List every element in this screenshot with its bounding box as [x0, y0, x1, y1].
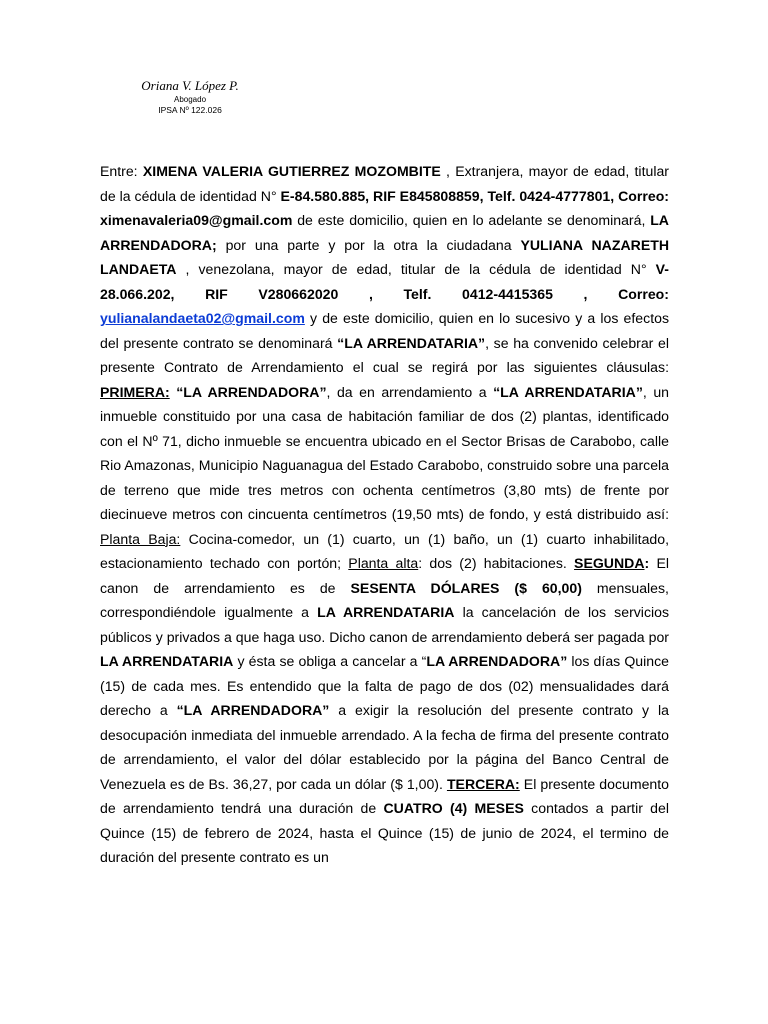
contract-bold-text: LA ARRENDADORA;	[100, 212, 669, 253]
contract-bold-text: “LA ARRENDATARIA”	[337, 334, 486, 351]
contract-bold-text: SESENTA DÓLARES ($ 60,00)	[350, 579, 582, 596]
contract-bold-text: :	[644, 555, 650, 571]
contract-text: y de este domicilio, quien en lo sucesivo y a los efectos del presente contrato se denominará	[100, 310, 669, 351]
contract-text: a exigir la resolución del presente contrato y la desocupación inmediata del inmueble arrendado. A la fecha de firma del presente contrato de arrendamiento, el valor del dólar establecido por la página del Banco Central de Venezuela es de Bs. 36,27, por cada un dólar ($ 1,00).	[100, 702, 669, 792]
contract-bold-text: PRIMERA:	[100, 383, 170, 400]
contract-body	[100, 159, 669, 870]
contract-text: , venezolana, mayor de edad, titular de la cédula de identidad N°	[176, 261, 656, 277]
contract-text: por una parte y por la otra la ciudadana	[216, 236, 521, 253]
contract-bold-text: E-84.580.885, RIF E845808859, Telf. 0424-4777801, Correo: ximenavaleria09@gmail.com	[100, 187, 670, 228]
contract-text: los días Quince (15) de cada mes. Es entendido que la falta de pago de dos (02) mensualidades dará derecho a	[100, 653, 670, 718]
contract-bold-text: “LA ARRENDATARIA”	[493, 383, 643, 400]
contract-bold-text: TERCERA:	[446, 775, 520, 792]
contract-bold-text: SEGUNDA	[574, 555, 645, 571]
contract-text: , se ha convenido celebrar el presente Contrato de Arrendamiento el cual se regirá por las siguientes cláusulas:	[100, 334, 670, 375]
letterhead	[0, 78, 380, 116]
contract-bold-text: YULIANA NAZARETH LANDAETA	[100, 236, 670, 277]
contract-bold-text: “LA ARRENDADORA”	[176, 383, 327, 400]
contract-text: Planta alta	[348, 555, 419, 571]
contract-text: Entre:	[100, 163, 143, 179]
contract-text: El canon de arrendamiento es de	[100, 555, 669, 596]
contract-text: , Extranjera, mayor de edad, titular de la cédula de identidad N°	[100, 163, 669, 204]
contract-text: Planta Baja:	[100, 530, 181, 547]
contract-bold-text: XIMENA VALERIA GUTIERREZ MOZOMBITE	[142, 163, 441, 179]
contract-bold-text: LA ARRENDATARIA	[317, 604, 455, 620]
contract-text: contados a partir del Quince (15) de febrero de 2024, hasta el Quince (15) de junio de 2024, el termino de duración del presente contrato es un	[100, 800, 669, 865]
email-link[interactable]: yulianalandaeta02@gmail.com	[100, 310, 305, 326]
contract-bold-text: LA ARRENDADORA”	[426, 653, 568, 669]
contract-bold-text: LA ARRENDATARIA	[100, 653, 234, 669]
contract-text: , da en arrendamiento a	[326, 383, 494, 400]
contract-bold-text: V-28.066.202, RIF V280662020 , Telf. 0412-4415365 , Correo:	[100, 261, 669, 302]
contract-text: de este domicilio, quien en lo adelante se denominará,	[292, 212, 651, 228]
contract-text: la cancelación de los servicios públicos y privados a que haga uso. Dicho canon de arrendamiento deberá ser pagada por	[100, 604, 670, 645]
contract-text: y ésta se obliga a cancelar a “	[233, 653, 427, 669]
contract-bold-text: CUATRO (4) MESES	[383, 800, 524, 816]
contract-text: mensuales, correspondiéndole igualmente a	[100, 579, 669, 620]
contract-text: Cocina-comedor, un (1) cuarto, un (1) baño, un (1) cuarto inhabilitado, estacionamiento techado con portón;	[100, 530, 670, 571]
contract-text: El presente documento de arrendamiento tendrá una duración de	[100, 775, 670, 816]
contract-text: : dos (2) habitaciones.	[418, 555, 575, 571]
lawyer-title: Abogado	[173, 95, 207, 104]
contract-text: , un inmueble constituido por una casa de habitación familiar de dos (2) plantas, identificado con el Nº 71, dicho inmueble se encuentra ubicado en el Sector Brisas de Carabobo, calle Rio Amazonas, Municipio Naguanagua del Estado Carabobo, construido sobre una parcela de terreno que mide tres metros con ochenta centímetros (3,80 mts) de frente por diecinueve metros con cincuenta centímetros (19,50 mts) de fondo, y está distribuido así:	[100, 383, 669, 522]
lawyer-name: Oriana V. López P.	[141, 78, 239, 93]
lawyer-ipsa-number: IPSA Nº 122.026	[158, 105, 222, 115]
contract-bold-text: “LA ARRENDADORA”	[176, 702, 330, 718]
